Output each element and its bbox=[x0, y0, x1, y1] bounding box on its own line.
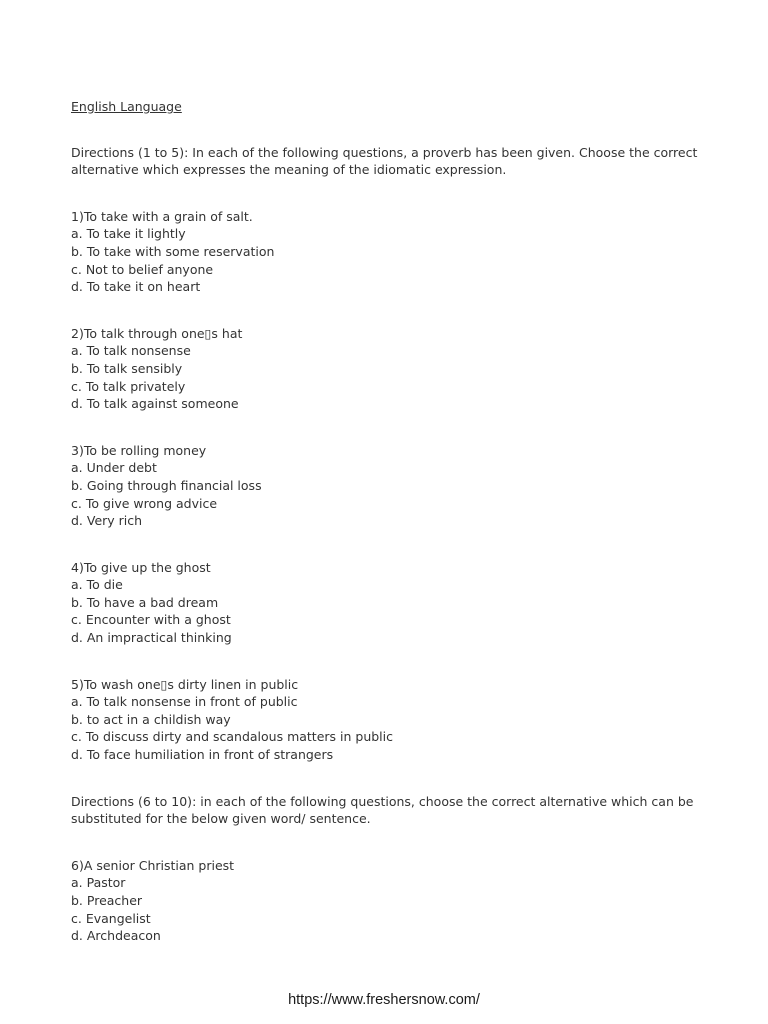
question-1 bbox=[71, 208, 701, 296]
option-a: a. To talk nonsense in front of public bbox=[71, 694, 298, 710]
option-c: c. Encounter with a ghost bbox=[71, 612, 231, 628]
option-c: c. Evangelist bbox=[71, 910, 151, 926]
option-c: c. To discuss dirty and scandalous matters in public bbox=[71, 729, 393, 745]
option-c: c. To give wrong advice bbox=[71, 495, 218, 511]
question-text: 6)A senior Christian priest bbox=[71, 857, 235, 873]
option-b: b. To have a bad dream bbox=[71, 594, 219, 610]
question-text: 5)To wash one▯s dirty linen in public bbox=[71, 676, 299, 692]
question-text: 3)To be rolling money bbox=[71, 442, 207, 458]
question-text: 1)To take with a grain of salt. bbox=[71, 208, 253, 224]
option-a: a. Pastor bbox=[71, 875, 126, 891]
option-d: d. To face humiliation in front of strangers bbox=[71, 747, 334, 763]
option-d: d. Very rich bbox=[71, 513, 143, 529]
option-b: b. to act in a childish way bbox=[71, 711, 231, 727]
document-page bbox=[71, 98, 701, 945]
question-6 bbox=[71, 857, 701, 945]
question-4 bbox=[71, 559, 701, 647]
option-a: a. Under debt bbox=[71, 460, 157, 476]
question-2 bbox=[71, 325, 701, 413]
question-5 bbox=[71, 676, 701, 764]
question-text: 4)To give up the ghost bbox=[71, 559, 211, 575]
option-c: c. Not to belief anyone bbox=[71, 261, 214, 277]
option-b: b. Preacher bbox=[71, 893, 143, 908]
option-a: a. To talk nonsense bbox=[71, 343, 191, 359]
footer-url: https://www.freshersnow.com/ bbox=[288, 992, 480, 1008]
option-b: b. To talk sensibly bbox=[71, 360, 183, 376]
option-c: c. To talk privately bbox=[71, 378, 186, 394]
option-a: a. To take it lightly bbox=[71, 226, 186, 242]
section-heading: English Language bbox=[71, 99, 182, 114]
question-3 bbox=[71, 442, 701, 530]
directions-1-to-5: Directions (1 to 5): In each of the following questions, a proverb has been given. Choose the correct alternative which expresses the meaning of the idiomatic expression. bbox=[71, 144, 698, 178]
option-d: d. Archdeacon bbox=[71, 928, 161, 944]
option-d: d. An impractical thinking bbox=[71, 630, 232, 646]
option-d: d. To take it on heart bbox=[71, 279, 201, 295]
option-d: d. To talk against someone bbox=[71, 396, 239, 412]
option-b: b. Going through financial loss bbox=[71, 477, 262, 493]
question-text: 2)To talk through one▯s hat bbox=[71, 325, 243, 341]
directions-6-to-10: Directions (6 to 10): in each of the following questions, choose the correct alternative which can be substituted for the below given word/ sentence. bbox=[71, 793, 694, 827]
option-b: b. To take with some reservation bbox=[71, 243, 275, 259]
option-a: a. To die bbox=[71, 577, 123, 593]
